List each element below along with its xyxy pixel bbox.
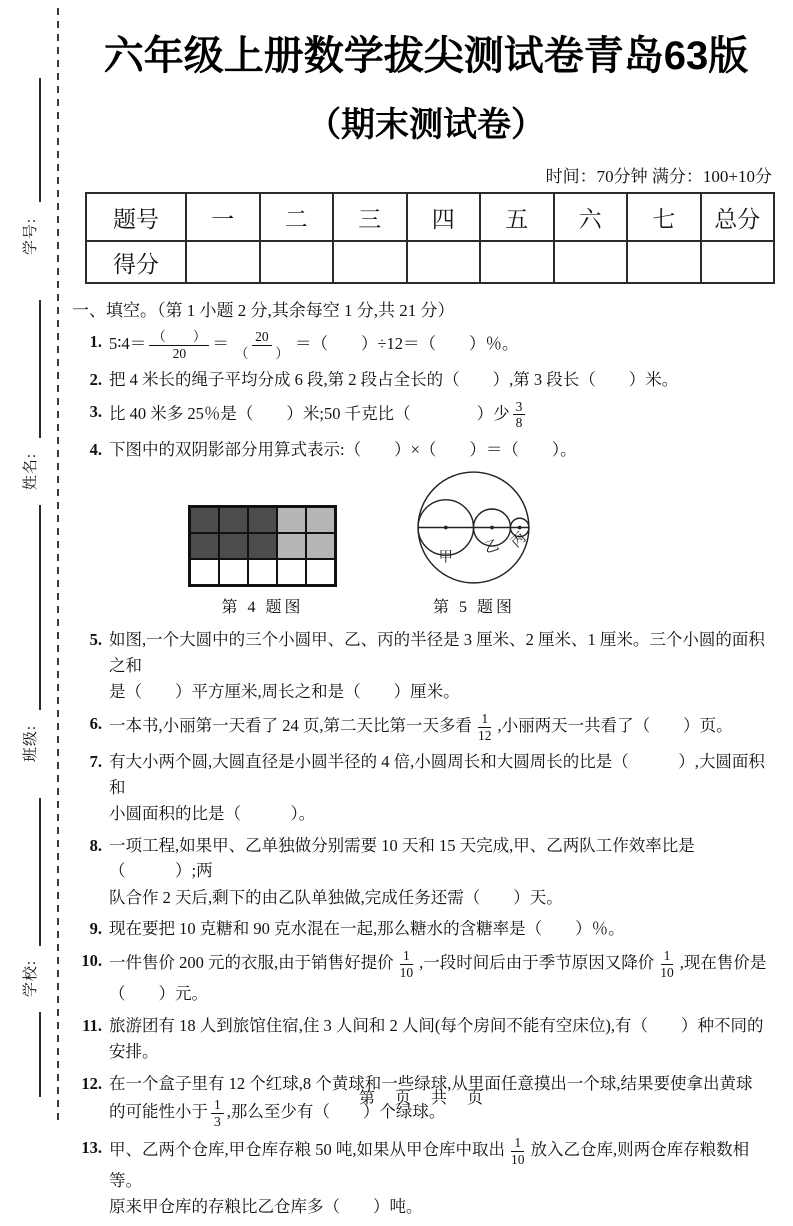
label-bing: 丙 [508,529,530,552]
fraction: $\frac{1}{12}$ [478,711,492,743]
grid-cell-dark [248,507,277,533]
fraction: $\frac{1}{10}$ [511,1135,525,1168]
figure4-caption: 第 4 题图 [221,599,304,617]
school-blank-line [39,798,41,946]
question-5 [72,627,780,706]
grid-cell-white [306,559,335,585]
fraction: $\frac{1}{10}$ [660,948,674,980]
label-jia: 甲 [438,549,453,566]
grid-cell-light [306,533,335,559]
grid-cell-white [190,559,219,585]
question-number: 8. [89,835,102,855]
question-text: 一件售价 200 元的衣服,由于销售好提价 $\frac{1}{10}$ ,一段时间后由于季节原因又降价 $\frac{1}{10}$ ,现在售价是 （ ）元。 [109,948,767,1004]
score-table-header-cell: 四 [407,193,481,241]
question-8 [72,833,780,912]
grid-cell-light [306,507,335,533]
center-dot [444,526,448,530]
question-number: 11. [82,1015,102,1035]
score-table-header-cell: 六 [554,193,628,241]
question-7 [72,749,780,828]
label-yi: 乙 [482,537,502,558]
question-2 [72,367,780,394]
question-text: 有大小两个圆,大圆直径是小圆半径的 4 倍,小圆周长和大圆周长的比是（ ）,大圆面积和 小圆面积的比是（ ）。 [109,752,765,824]
questions-1-to-4 [72,329,780,463]
question4-figure [188,505,337,617]
question-number: 4. [89,439,102,459]
grid-cell-white [277,559,306,585]
question-number: 6. [89,714,102,733]
fraction: $\frac{1}{10}$ [399,948,414,980]
question-number: 3. [89,401,102,421]
grid-cell-light [277,533,306,559]
question5-figure [415,469,533,617]
grid-cell-white [219,559,248,585]
score-table-header-cell: 二 [260,193,334,241]
grid-cell-dark [219,533,248,559]
circles-diagram [415,469,533,587]
name-label: 姓名: [23,452,40,491]
bottom-blank-line [39,1012,41,1097]
score-table-header-cell: 七 [627,193,701,241]
question-4 [72,437,780,464]
fraction: $\frac{3}{8}$ [513,399,526,431]
exam-meta: 时间：70分钟 满分：100+10分 [545,167,772,186]
question-11 [72,1013,780,1066]
class-label: 班级: [23,724,40,763]
center-dot [518,526,522,530]
cut-dashed-line [57,8,59,1122]
question-text: 比 40 米多 25％是（ ）米;50 千克比（ ）少 $\frac{3}{8}$ [109,399,780,432]
question-text: 一本书,小丽第一天看了 24 页,第二天比第一天多看 $\frac{1}{12}$ ,小丽两天一共看了（ ）页。 [109,711,733,743]
score-cell [333,241,407,283]
question-1 [72,329,780,362]
grid-cell-dark [190,533,219,559]
page-footer: 第 页 共 页 [358,1090,491,1107]
question-3 [72,399,780,432]
grid-cell-light [277,507,306,533]
score-table-header-cell: 题号 [86,193,186,241]
name-blank-line [39,300,41,438]
student-id-blank-line [39,78,41,202]
score-cell [554,241,628,283]
question-10 [72,948,780,1008]
score-cell [260,241,334,283]
question-text: 甲、乙两个仓库,甲仓库存粮 50 吨,如果从甲仓库中取出 $\frac{1}{10}$ 放入乙仓库,则两仓库存粮数相等。 原来甲仓库的存粮比乙仓库多（ ）吨。 [109,1135,750,1217]
score-cell [407,241,481,283]
score-table-header-cell: 一 [186,193,260,241]
page-title: 六年级上册数学拔尖测试卷青岛63版 [103,34,749,78]
score-cell [480,241,554,283]
score-table [85,192,775,284]
question-number: 1. [89,332,102,351]
score-cell [701,241,775,283]
grid-cell-white [248,559,277,585]
center-dot [490,526,494,530]
score-row-label: 得分 [86,241,186,283]
grid-cell-dark [219,507,248,533]
question-text: 一项工程,如果甲、乙单独做分别需要 10 天和 15 天完成,甲、乙两队工作效率比是（ ）;两 队合作 2 天后,剩下的由乙队单独做,完成任务还需（ ）天。 [109,835,695,907]
score-cell [627,241,701,283]
question-text: 5∶4＝ $\frac{( )}{20}$ ＝ $\frac{20}{( )}$ ＝（ ）÷12＝（ ）％。 [109,329,519,361]
student-id-label: 学号: [23,217,40,256]
grid-cell-dark [248,533,277,559]
page-subtitle: （期末测试卷） [307,106,545,144]
fraction: $\frac{20}{( )}$ [234,329,289,361]
class-blank-line [39,505,41,710]
question-text: 在一个盒子里有 12 个红球,8 个黄球和一些绿球,从里面任意摸出一个球,结果要使拿出黄球 的可能性小于 $\frac{1}{3}$ ,那么至少有（ ）个绿球。 [109,1073,753,1129]
shaded-grid [188,505,337,587]
grid-cell-dark [190,507,219,533]
paper-content [72,0,780,1226]
school-label: 学校: [23,959,40,998]
question-number: 10. [81,951,102,971]
questions-5-to-13 [72,627,780,1220]
question-text: 现在要把 10 克糖和 90 克水混在一起,那么糖水的含糖率是（ ）％。 [109,919,625,939]
score-table-header-cell: 三 [333,193,407,241]
fraction: $\frac{1}{3}$ [211,1097,224,1129]
question-number: 12. [81,1073,102,1093]
question-text: 下图中的双阴影部分用算式表示:（ ）×（ ）＝（ ）。 [109,439,577,459]
question-number: 5. [89,630,102,650]
score-table-header-cell: 五 [480,193,554,241]
question-6 [72,711,780,744]
question-13 [72,1135,780,1220]
question-text: 把 4 米长的绳子平均分成 6 段,第 2 段占全长的（ ）,第 3 段长（ ）米。 [109,370,679,390]
question-number: 9. [89,919,102,939]
section-heading: 一、填空。（第 1 小题 2 分,其余每空 1 分,共 21 分） [72,301,455,320]
question-9 [72,916,780,943]
figures-row [188,469,780,617]
question-number: 2. [89,370,102,390]
question-text: 如图,一个大圆中的三个小圆甲、乙、丙的半径是 3 厘米、2 厘米、1 厘米。三个小圆的面积之和 是（ ）平方厘米,周长之和是（ ）厘米。 [109,630,765,702]
score-cell [186,241,260,283]
fraction: $\frac{( )}{20}$ [149,329,209,361]
score-table-header-cell: 总分 [701,193,775,241]
question-text: 旅游团有 18 人到旅馆住宿,住 3 人间和 2 人间(每个房间不能有空床位),有（ ）种不同的 安排。 [109,1015,764,1062]
question-number: 13. [81,1138,102,1158]
question-number: 7. [89,752,102,772]
figure5-caption: 第 5 题图 [432,599,515,617]
